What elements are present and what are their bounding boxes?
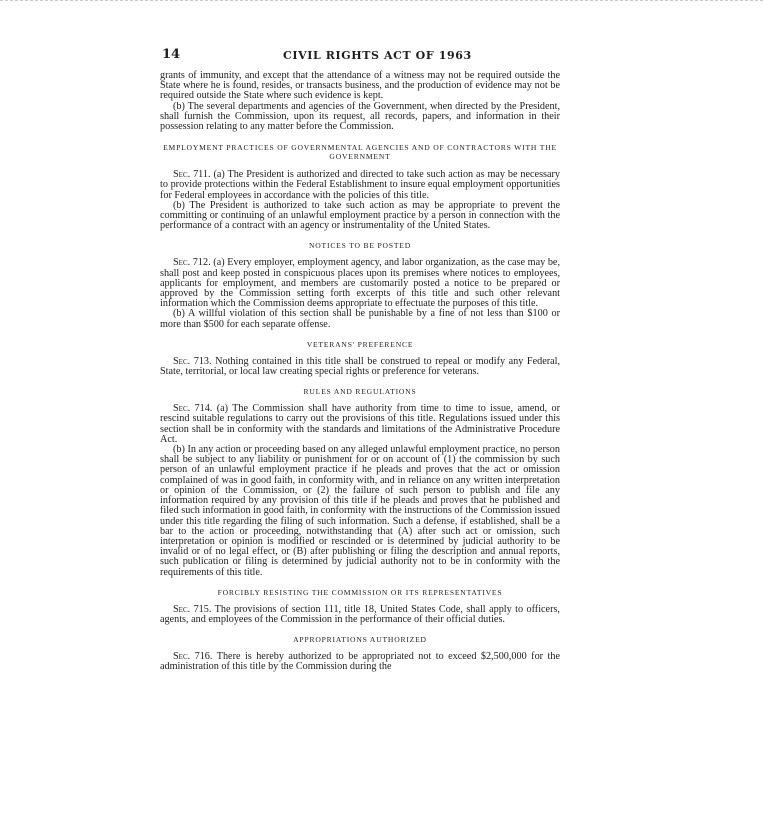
section-712a: [160, 258, 560, 309]
section-label: Sec. 714.: [173, 403, 213, 415]
section-714b: (b) In any action or proceeding based on any alleged unlawful employment practice, no person shall be subject to any liability or punishment for or on account of (1) the commission by such person of an unlawful employment practice if he pleads and proves that the act or omission complained of was in good faith, in conformity with, and in reliance on any written interpretation or opinion of the Commission, or (2) the failure of such person to publish and file any information required by any provision of this title if he pleads and proves that he published and filed such information in good faith, in conformity with the instructions of the Commission issued under this title regarding the filing of such information. Such a defense, if established, shall be a bar to the action or proceeding, notwithstanding that (A) after such act or omission, such interpretation or opinion is modified or rescinded or is determined by judicial authority to be invalid or of no legal effect, or (B) after publishing or filing the description and annual reports, such publication or filing is determined by judicial authority not to be in conformity with the requirements of this title.: [160, 444, 560, 578]
section-text: (a) The Commission shall have authority from time to time to issue, amend, or rescind suitable regulations to carry out the provisions of this title. Regulations issued under this section shall be in conformity with the standards and limitations of the Administrative Procedure Act.: [160, 403, 560, 445]
section-713: [160, 357, 560, 377]
section-label: Sec. 711.: [173, 169, 211, 181]
section-711a: [160, 170, 560, 201]
heading-rules: RULES AND REGULATIONS: [303, 387, 417, 397]
section-716: [160, 652, 560, 672]
paragraph-immunity: grants of immunity, and except that the attendance of a witness may not be required outside the State where he is found, resides, or transacts business, and the production of evidence may not be required outside the State where such evidence is kept.: [160, 70, 560, 102]
heading-notices: NOTICES TO BE POSTED: [308, 241, 411, 251]
running-head: CIVIL RIGHTS ACT OF 1963: [283, 49, 472, 62]
section-text: Nothing contained in this title shall be construed to repeal or modify any Federal, State, territorial, or local law creating special rights or preference for veterans.: [160, 355, 561, 378]
section-text: There is hereby authorized to be appropriated not to exceed $2,500,000 for the administration of this title by the Commission during the: [160, 651, 560, 673]
heading-veterans: VETERANS' PREFERENCE: [306, 339, 414, 349]
section-711b: (b) The President is authorized to take such action as may be appropriate to prevent the committing or continuing of an unlawful employment practice by a person in connection with the performance of a contract with an agency or instrumentality of the United States.: [160, 199, 560, 232]
section-text: The provisions of section 111, title 18, United States Code, shall apply to officers, agents, and employees of the Commission in the performance of their official duties.: [160, 603, 560, 625]
heading-employment-practices: EMPLOYMENT PRACTICES OF GOVERNMENTAL AGENCIES AND OF CONTRACTORS WITH THE GOVERNMENT: [163, 143, 557, 162]
section-label: Sec. 712.: [173, 257, 211, 269]
section-712b: (b) A willful violation of this section shall be punishable by a fine of not less than $100 or more than $500 for each separate offense.: [160, 308, 560, 330]
section-text: (a) The President is authorized and directed to take such action as may be necessary to provide protections within the Federal Establishment to insure equal employment opportunities for Federal employees in accordance with the policies of this title.: [160, 169, 561, 201]
heading-appropriations: APPROPRIATIONS AUTHORIZED: [293, 635, 427, 645]
page-body: [160, 71, 560, 673]
page-number: 14: [162, 47, 181, 62]
section-text: (a) Every employer, employment agency, and labor organization, as the case may be, shall post and keep posted in conspicuous places upon its premises where notices to employees, applicants for employment, and members are customarily posted a notice to be prepared or approved by the Commission setting forth excerpts of this title and such other relevant information which the Commission deems appropriate to effectuate the purposes of this title.: [160, 257, 560, 310]
paragraph-departments: (b) The several departments and agencies of the Government, when directed by the President, shall furnish the Commission, upon its request, all records, papers, and information in their possession relating to any matter before the Commission.: [160, 100, 560, 133]
section-714a: [160, 404, 560, 445]
section-label: Sec. 716.: [173, 651, 213, 663]
section-label: Sec. 713.: [173, 355, 212, 367]
section-715: [160, 605, 560, 625]
section-label: Sec. 715.: [173, 603, 212, 615]
heading-forcibly-resisting: FORCIBLY RESISTING THE COMMISSION OR ITS REPRESENTATIVES: [217, 587, 503, 597]
